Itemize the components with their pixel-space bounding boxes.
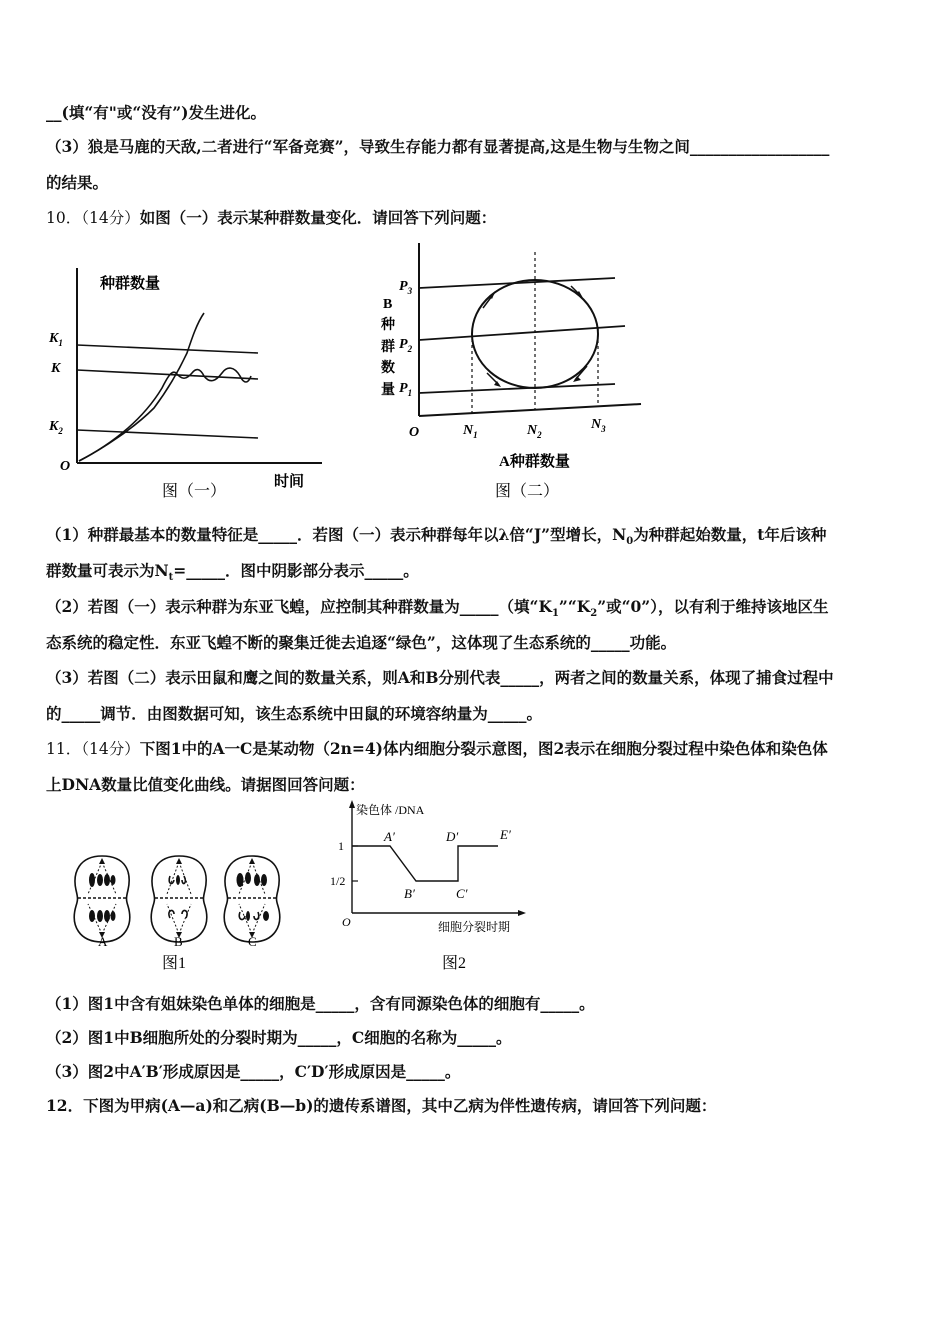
- text: 的结果。: [46, 173, 109, 192]
- population-curve-figure: [44, 258, 334, 508]
- q11-2: [46, 1028, 512, 1048]
- q11-3: [46, 1062, 460, 1082]
- q10-2a: [46, 597, 828, 624]
- fig3-caption: 图1: [162, 955, 187, 972]
- fig4-point-a: A′: [384, 829, 395, 844]
- fig2-n3: $N_3$: [591, 417, 606, 434]
- text: 如图（一）表示某种群数量变化．请回答下列问题：: [139, 208, 497, 227]
- q10-2b: [46, 633, 676, 653]
- text: ”“K: [558, 597, 591, 616]
- fig2-p3: $P_3$: [399, 279, 413, 296]
- q11-1: [46, 994, 595, 1014]
- cell-division-figure: [62, 850, 292, 975]
- text: （1）图1中含有姐妹染色单体的细胞是_____，含有同源染色体的细胞有_____。: [46, 994, 595, 1013]
- fig4-xlabel: 细胞分裂时期: [438, 920, 511, 934]
- fig1-origin: O: [60, 459, 71, 474]
- fig2-ylabel-4: 数: [381, 361, 395, 376]
- q10-1a: [46, 525, 826, 552]
- fig2-origin: O: [409, 425, 420, 440]
- fig4-yhalf: 1/2: [330, 874, 346, 888]
- text: （2）图1中B细胞所处的分裂时期为_____，C细胞的名称为_____。: [46, 1028, 512, 1047]
- subscript: t: [168, 572, 174, 584]
- q10-1b: [46, 561, 419, 588]
- fig1-k2: $K_2$: [49, 419, 63, 436]
- cell-c: [224, 856, 279, 942]
- fig2-p1: $P_1$: [399, 381, 413, 398]
- line-result: [46, 173, 108, 193]
- cell-a: [74, 856, 129, 942]
- text: 态系统的稳定性．东亚飞蝗不断的聚集迁徙去追逐“绿色”，这体现了生态系统的_____功能。: [46, 633, 677, 652]
- line-q9-3: [46, 137, 829, 157]
- subscript: 1: [551, 608, 559, 620]
- text: =_____．图中阴影部分表示_____。: [173, 561, 419, 580]
- text: 上DNA数量比值变化曲线。请据图回答问题：: [46, 775, 365, 794]
- fig1-xlabel: 时间: [274, 474, 305, 490]
- fig4-ylabel: 染色体 /DNA: [356, 803, 425, 817]
- q10-3b: [46, 704, 542, 724]
- fig4-caption: 图2: [442, 955, 467, 972]
- subscript: 2: [590, 608, 598, 620]
- chromosome-dna-ratio-chart: [330, 798, 530, 978]
- fig2-caption: 图（二）: [495, 483, 560, 500]
- text: __(填“有"或“没有”)发生进化。: [46, 103, 266, 122]
- fig2-n2: $N_2$: [527, 423, 542, 440]
- q11-title-2: [46, 775, 365, 795]
- text: 下图1中的A一C是某动物（2n=4)体内细胞分裂示意图，图2表示在细胞分裂过程中染色体和染色体: [139, 739, 828, 758]
- fig4-point-e: E′: [500, 827, 511, 842]
- text: 12．下图为甲病(A—a)和乙病(B—b)的遗传系谱图，其中乙病为伴性遗传病，请回答下列问题：: [46, 1096, 717, 1115]
- cell-b: [151, 856, 206, 942]
- q11-title: [46, 739, 828, 759]
- fig2-p2: $P_2$: [399, 337, 413, 354]
- question-number: 11．（14分）: [46, 740, 140, 758]
- predator-prey-figure: [375, 238, 655, 508]
- text: （1）种群最基本的数量特征是_____．若图（一）表示种群每年以λ倍“J”型增长，N: [46, 525, 627, 544]
- text: （2）若图（一）表示种群为东亚飞蝗，应控制其种群数量为_____（填“K: [46, 597, 552, 616]
- text: 为种群起始数量，t年后该种: [633, 525, 827, 544]
- fig4-point-c: C′: [456, 886, 468, 901]
- fig2-ylabel-2: 种: [381, 318, 395, 333]
- text: （3）狼是马鹿的天敌,二者进行“军备竞赛”，导致生存能力都有显著提高,这是生物与生物之间__________________: [46, 137, 830, 156]
- text: （3）图2中A′B′形成原因是_____，C′D′形成原因是_____。: [46, 1062, 461, 1081]
- text: （3）若图（二）表示田鼠和鹰之间的数量关系，则A和B分别代表_____，两者之间的数量关系，体现了捕食过程中: [46, 668, 834, 687]
- text: ”或“0”），以有利于维持该地区生: [597, 597, 829, 616]
- question-number: 10．（14分）: [46, 209, 140, 227]
- cell-label-a: A: [98, 934, 108, 949]
- text: 群数量可表示为N: [46, 561, 169, 580]
- fig4-point-b: B′: [404, 886, 415, 901]
- q12-title: [46, 1096, 716, 1116]
- line-fill-evolution: [46, 103, 266, 123]
- fig4-y1: 1: [338, 839, 344, 853]
- fig1-k: K: [51, 361, 61, 376]
- fig2-ylabel-5: 量: [381, 383, 395, 398]
- text: 的_____调节．由图数据可知，该生态系统中田鼠的环境容纳量为_____。: [46, 704, 543, 723]
- q10-3a: [46, 668, 834, 688]
- q10-title: [46, 208, 496, 228]
- cell-label-c: C: [248, 934, 257, 949]
- fig4-origin: O: [342, 915, 351, 929]
- cell-label-b: B: [174, 934, 183, 949]
- fig1-caption: 图（一）: [162, 483, 227, 500]
- fig2-ylabel-1: B: [383, 297, 393, 312]
- subscript: 0: [626, 536, 634, 548]
- fig2-ylabel-3: 群: [381, 340, 395, 355]
- fig1-ylabel: 种群数量: [100, 276, 161, 292]
- fig4-point-d: D′: [446, 829, 459, 844]
- fig1-k1: $K_1$: [49, 331, 63, 348]
- fig2-xlabel: A种群数量: [499, 454, 570, 470]
- fig2-n1: $N_1$: [463, 423, 478, 440]
